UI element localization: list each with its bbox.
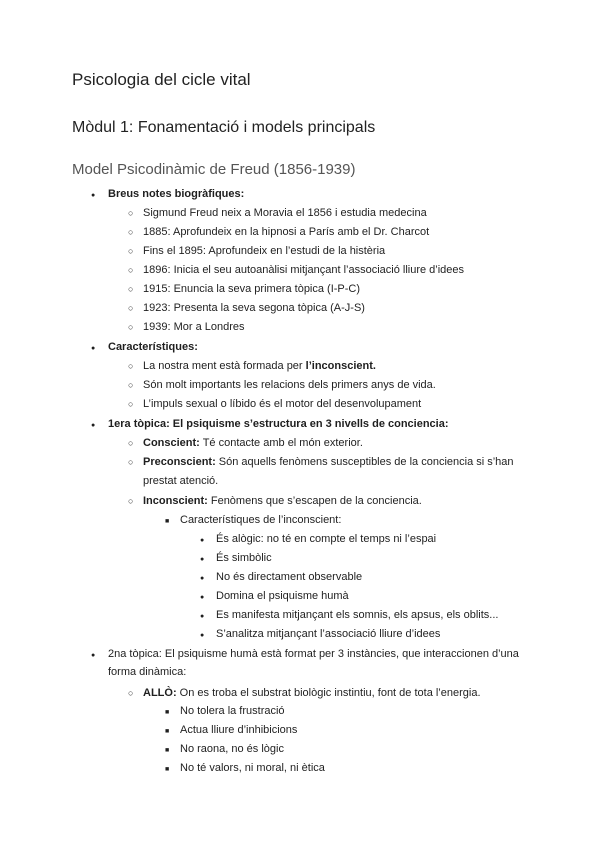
- unconscious-feature: Es manifesta mitjançant els somnis, els apsus, els oblits...: [216, 609, 499, 621]
- unconscious-feature: Domina el psiquisme humà: [216, 590, 349, 602]
- bullet-square-icon: ■: [165, 766, 170, 773]
- bullet-circle-icon: ○: [128, 208, 134, 218]
- bullet-disc-icon: ●: [200, 632, 205, 639]
- second-topic-heading: 2na tòpica: El psiquisme humà està format per 3 instàncies, que interaccionen d’una: [108, 648, 519, 660]
- bio-item: 1885: Aprofundeix en la hipnosi a París amb el Dr. Charcot: [143, 226, 430, 238]
- bullet-disc-icon: ●: [200, 575, 205, 582]
- allo-feature: No té valors, ni moral, ni ètica: [180, 762, 325, 774]
- preconscient-label: Preconscient:: [143, 456, 216, 468]
- feature-item: L’impuls sexual o líbido és el motor del desenvolupament: [143, 398, 422, 410]
- conscient-label: Conscient:: [143, 437, 200, 449]
- preconscient-text-continued: prestat atenció.: [143, 475, 219, 487]
- unconscious-feature: No és directament observable: [216, 571, 363, 583]
- feature-item-bold: l’inconscient.: [305, 360, 376, 372]
- unconscious-features-heading: Característiques de l’inconscient:: [180, 514, 342, 526]
- bullet-circle-icon: ○: [128, 399, 134, 409]
- bullet-disc-icon: ●: [200, 556, 205, 563]
- preconscient-text: Són aquells fenòmens susceptibles de la conciencia si s’han: [215, 456, 514, 468]
- feature-item: Són molt importants les relacions dels primers anys de vida.: [143, 379, 436, 391]
- bullet-disc-icon: ●: [200, 537, 205, 544]
- unconscious-feature: És simbòlic: [216, 552, 272, 564]
- allo-label: ALLÒ:: [143, 687, 177, 699]
- features-heading: Característiques:: [108, 341, 198, 353]
- second-topic-heading-continued: forma dinàmica:: [108, 666, 187, 678]
- unconscious-feature: S’analitza mitjançant l’associació lliure d’idees: [216, 628, 441, 640]
- module-heading: Mòdul 1: Fonamentació i models principals: [72, 119, 376, 136]
- bullet-circle-icon: ○: [128, 438, 134, 448]
- conscient-text: Té contacte amb el món exterior.: [199, 437, 363, 449]
- bullet-square-icon: ■: [165, 518, 170, 525]
- bio-item: 1939: Mor a Londres: [143, 321, 245, 333]
- bullet-circle-icon: ○: [128, 361, 134, 371]
- bio-item: 1923: Presenta la seva segona tòpica (A-J-S): [143, 302, 365, 314]
- feature-item-text: La nostra ment està formada per: [143, 360, 306, 372]
- bullet-circle-icon: ○: [128, 457, 134, 467]
- conscient-item: [143, 434, 363, 453]
- bullet-disc-icon: ●: [91, 345, 96, 352]
- bullet-circle-icon: ○: [128, 303, 134, 313]
- inconscient-item: [143, 492, 422, 511]
- bio-item: 1915: Enuncia la seva primera tòpica (I-P-C): [143, 283, 361, 295]
- preconscient-item: [143, 453, 514, 472]
- first-topic-heading: 1era tòpica: El psiquisme s’estructura en 3 nivells de conciencia:: [108, 418, 449, 430]
- allo-item: [143, 684, 481, 703]
- bullet-disc-icon: ●: [91, 192, 96, 199]
- allo-feature: No tolera la frustració: [180, 705, 285, 717]
- bullet-circle-icon: ○: [128, 688, 134, 698]
- bullet-circle-icon: ○: [128, 380, 134, 390]
- bullet-disc-icon: ●: [91, 652, 96, 659]
- bio-item: Sigmund Freud neix a Moravia el 1856 i estudia medecina: [143, 207, 427, 219]
- bullet-circle-icon: ○: [128, 496, 134, 506]
- bullet-circle-icon: ○: [128, 227, 134, 237]
- allo-feature: Actua lliure d’inhibicions: [180, 724, 298, 736]
- bullet-circle-icon: ○: [128, 284, 134, 294]
- bullet-disc-icon: ●: [91, 422, 96, 429]
- bullet-circle-icon: ○: [128, 246, 134, 256]
- bullet-square-icon: ■: [165, 728, 170, 735]
- bullet-square-icon: ■: [165, 709, 170, 716]
- allo-text: On es troba el substrat biològic instintiu, font de tota l’energia.: [176, 687, 481, 699]
- inconscient-label: Inconscient:: [143, 495, 208, 507]
- allo-feature: No raona, no és lògic: [180, 743, 284, 755]
- inconscient-text: Fenòmens que s’escapen de la conciencia.: [207, 495, 422, 507]
- document-title: Psicologia del cicle vital: [72, 70, 251, 89]
- bullet-square-icon: ■: [165, 747, 170, 754]
- bio-item: Fins el 1895: Aprofundeix en l’estudi de la histèria: [143, 245, 386, 257]
- bullet-circle-icon: ○: [128, 265, 134, 275]
- bio-heading: Breus notes biogràfiques:: [108, 188, 245, 200]
- feature-item: [143, 357, 376, 376]
- unconscious-feature: És alògic: no té en compte el temps ni l’espai: [216, 533, 437, 545]
- bullet-disc-icon: ●: [200, 613, 205, 620]
- bio-item: 1896: Inicia el seu autoanàlisi mitjançant l’associació lliure d’idees: [143, 264, 465, 276]
- bullet-circle-icon: ○: [128, 322, 134, 332]
- model-heading: Model Psicodinàmic de Freud (1856-1939): [72, 161, 356, 178]
- bullet-disc-icon: ●: [200, 594, 205, 601]
